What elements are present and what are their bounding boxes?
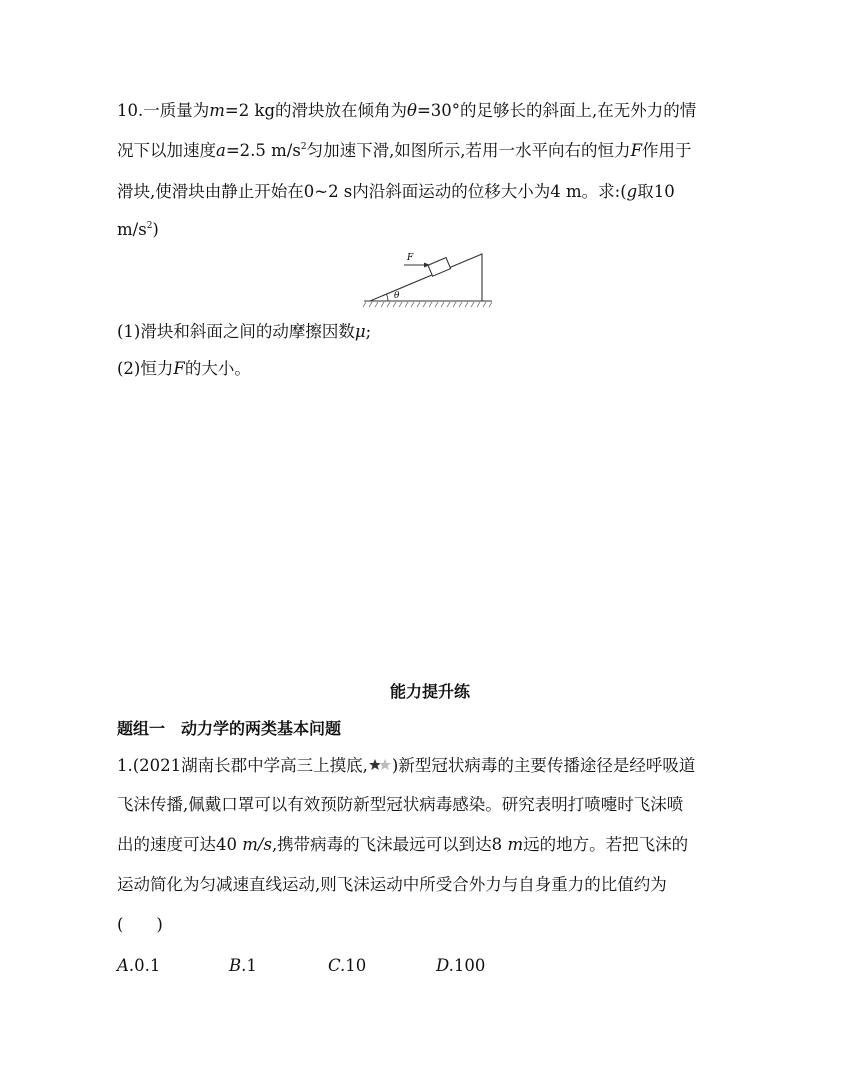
- q10-text: ;: [365, 322, 372, 341]
- mu-symbol: μ: [354, 322, 366, 341]
- difficulty-star-icon: [368, 758, 392, 772]
- q10-text: =2.5 m/s: [225, 141, 301, 160]
- q1-answer-blank: [117, 914, 163, 936]
- q10-text: 10.一质量为: [117, 101, 210, 120]
- q1-text: 远的地方。若把飞沫的: [523, 835, 689, 854]
- option-letter: B.: [229, 956, 247, 975]
- ground-hatch: [363, 302, 492, 307]
- unit-text: m/s: [242, 835, 272, 854]
- q10-text: (1)滑块和斜面之间的动摩擦因数: [117, 322, 355, 341]
- theta-symbol: θ: [407, 101, 417, 120]
- q1-text: 运动简化为匀减速直线运动,则飞沫运动中所受合外力与自身重力的比值约为: [117, 875, 667, 894]
- option-text: 100: [453, 956, 486, 975]
- q1-line-4: [117, 874, 667, 896]
- option-c: [328, 956, 366, 975]
- q1-line-1: [117, 755, 695, 777]
- q1-text: 1.(2021湖南长郡中学高三上摸底,: [117, 756, 368, 775]
- q10-text: 作用于: [642, 141, 692, 160]
- option-letter: A.: [117, 956, 135, 975]
- force-symbol: F: [173, 359, 185, 378]
- option-d: [436, 956, 485, 975]
- incline-figure: [362, 246, 498, 310]
- force-label: F: [407, 253, 414, 263]
- q1-text: 出的速度可达40: [117, 835, 243, 854]
- q1-text: ,携带病毒的飞沫最远可以到达8: [271, 835, 508, 854]
- accel-symbol: a: [216, 141, 226, 160]
- q1-line-3: [117, 834, 688, 856]
- q10-text: ): [152, 220, 159, 239]
- q1-line-2: [117, 794, 683, 816]
- angle-arc: [387, 294, 388, 301]
- q10-line-4: [117, 219, 159, 241]
- q10-text: 的大小。: [184, 359, 251, 378]
- gravity-symbol: g: [626, 182, 638, 201]
- superscript: 2: [146, 221, 153, 231]
- q10-line-1: [117, 100, 696, 122]
- q10-text: (2)恒力: [117, 359, 174, 378]
- group-title: 题组一 动力学的两类基本问题: [117, 719, 342, 738]
- q10-text: 况下以加速度: [117, 141, 216, 160]
- option-b: [229, 956, 257, 975]
- q10-text: 滑块,使滑块由静止开始在0~2 s内沿斜面运动的位移大小为4 m。求:(: [117, 182, 627, 201]
- incline-triangle: [370, 254, 482, 301]
- option-letter: D.: [436, 956, 454, 975]
- mass-symbol: m: [209, 101, 225, 120]
- q10-part-1: [117, 321, 371, 343]
- force-symbol: F: [630, 141, 643, 160]
- q1-text: 飞沫传播,佩戴口罩可以有效预防新型冠状病毒感染。研究表明打喷嚏时飞沫喷: [117, 795, 684, 814]
- option-text: 0.1: [134, 956, 161, 975]
- angle-label: θ: [394, 291, 400, 301]
- q10-text: =2 kg的滑块放在倾角为: [224, 101, 408, 120]
- q10-text: 匀加速下滑,如图所示,若用一水平向右的恒力: [306, 141, 631, 160]
- option-text: 1: [246, 956, 257, 975]
- q10-line-3: [117, 181, 675, 203]
- option-letter: C.: [328, 956, 346, 975]
- answer-bracket: ( ): [117, 915, 163, 934]
- q10-text: =30°的足够长的斜面上,在无外力的情: [416, 101, 697, 120]
- option-text: 10: [345, 956, 367, 975]
- superscript: 2: [300, 142, 307, 152]
- q10-line-2: [117, 140, 692, 162]
- unit-text: m: [507, 835, 524, 854]
- slider-block: [428, 258, 451, 277]
- option-a: [117, 956, 160, 975]
- q10-part-2: [117, 358, 251, 380]
- section-title: 能力提升练: [389, 682, 470, 701]
- q1-text: )新型冠状病毒的主要传播途径是经呼吸道: [391, 756, 696, 775]
- q10-text: 取10: [637, 182, 675, 201]
- q10-text: m/s: [117, 220, 147, 239]
